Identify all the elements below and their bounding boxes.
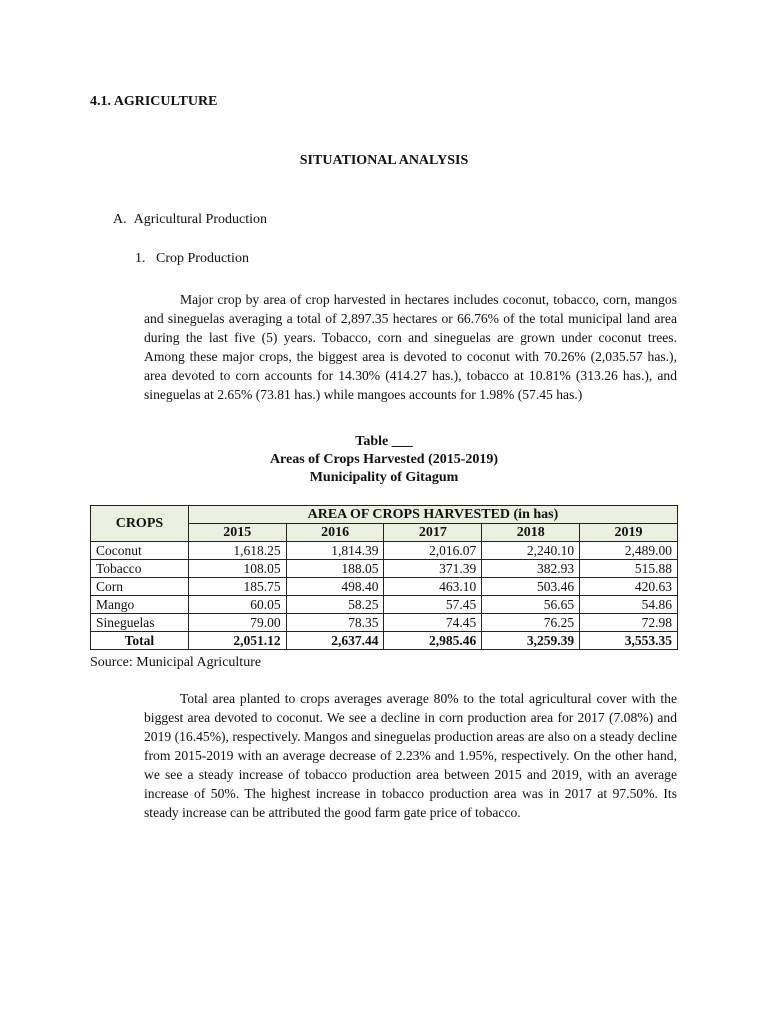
table-source: Source: Municipal Agriculture: [90, 655, 262, 670]
area-value: 60.05: [188, 596, 286, 614]
paragraph-crop-production: Major crop by area of crop harvested in hectares includes coconut, tobacco, corn, mangos and sineguelas averaging a total of 2,897.35 hectares or 66.76% of the total municipal land area during the last five (5) years. Tobacco, corn and sineguelas are grown under coconut trees. Among these major crops, the biggest area is devoted to coconut with 70.26% (2,035.57 has.), area devoted to corn accounts for 14.30% (414.27 has.), tobacco at 10.81% (313.26 has.), and sineguelas at 2.65% (73.81 has.) while mangoes accounts for 1.98% (57.45 has.): [144, 292, 677, 402]
area-value: 371.39: [384, 560, 482, 578]
subsection-heading-a: A. Agricultural Production: [113, 212, 267, 227]
area-value: 1,814.39: [286, 542, 384, 560]
crops-table: [90, 505, 678, 650]
area-value: 188.05: [286, 560, 384, 578]
table-row: [91, 542, 678, 560]
area-value: 2,016.07: [384, 542, 482, 560]
crop-name: Coconut: [91, 542, 189, 560]
area-value: 58.25: [286, 596, 384, 614]
area-value: 503.46: [482, 578, 580, 596]
total-value: 3,553.35: [580, 632, 678, 650]
table-place: Municipality of Gitagum: [309, 470, 459, 485]
area-value: 78.35: [286, 614, 384, 632]
crops-header: CROPS: [91, 506, 189, 542]
crop-name: Mango: [91, 596, 189, 614]
area-value: 2,489.00: [580, 542, 678, 560]
area-value: 420.63: [580, 578, 678, 596]
total-value: 2,985.46: [384, 632, 482, 650]
crop-name: Corn: [91, 578, 189, 596]
area-value: 1,618.25: [188, 542, 286, 560]
paragraph-analysis: Total area planted to crops averages average 80% to the total agricultural cover with the biggest area devoted to coconut. We see a decline in corn production area for 2017 (7.08%) and 2019 (16.45%), respectively. Mangos and sineguelas production areas are also on a steady decline from 2015-2019 with an average decrease of 2.23% and 1.95%, respectively. On the other hand, we see a steady increase of tobacco production area between 2015 and 2019, with an average increase of 50%. The highest increase in tobacco production area was in 2017 at 97.50%. Its steady increase can be attributed the good farm gate price of tobacco.: [144, 691, 677, 820]
section-title: 4.1. AGRICULTURE: [90, 94, 218, 109]
total-value: 2,637.44: [286, 632, 384, 650]
crop-name: Sineguelas: [91, 614, 189, 632]
area-value: 72.98: [580, 614, 678, 632]
year-header: 2017: [384, 524, 482, 542]
total-value: 3,259.39: [482, 632, 580, 650]
area-value: 498.40: [286, 578, 384, 596]
area-value: 56.65: [482, 596, 580, 614]
area-value: 57.45: [384, 596, 482, 614]
table-row: [91, 596, 678, 614]
area-value: 74.45: [384, 614, 482, 632]
subsection-heading-1: 1. Crop Production: [135, 251, 249, 266]
table-row: [91, 560, 678, 578]
table-total-row: [91, 632, 678, 650]
area-value: 515.88: [580, 560, 678, 578]
page-subtitle: SITUATIONAL ANALYSIS: [299, 153, 469, 168]
year-header: 2019: [580, 524, 678, 542]
area-group-header: AREA OF CROPS HARVESTED (in has): [188, 506, 677, 524]
area-value: 79.00: [188, 614, 286, 632]
crop-name: Tobacco: [91, 560, 189, 578]
table-row: [91, 578, 678, 596]
area-value: 185.75: [188, 578, 286, 596]
table-label: Table ___: [355, 434, 413, 449]
area-value: 463.10: [384, 578, 482, 596]
year-header: 2018: [482, 524, 580, 542]
table-title: Areas of Crops Harvested (2015-2019): [269, 452, 499, 467]
year-header: 2015: [188, 524, 286, 542]
area-value: 2,240.10: [482, 542, 580, 560]
area-value: 382.93: [482, 560, 580, 578]
area-value: 76.25: [482, 614, 580, 632]
table-row: [91, 614, 678, 632]
area-value: 108.05: [188, 560, 286, 578]
area-value: 54.86: [580, 596, 678, 614]
total-value: 2,051.12: [188, 632, 286, 650]
total-label: Total: [91, 632, 189, 650]
year-header: 2016: [286, 524, 384, 542]
